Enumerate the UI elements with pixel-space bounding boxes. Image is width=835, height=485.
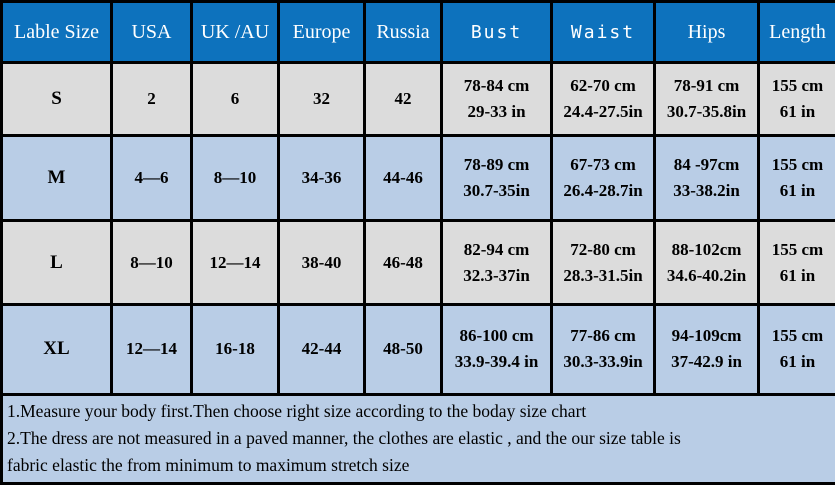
header-row (2, 2, 835, 63)
m-bust-in: 30.7-35in (463, 181, 530, 201)
xl-length-cm: 155 cm (771, 326, 824, 346)
s-length-cm: 155 cm (771, 76, 824, 96)
header-bust: Bust (442, 2, 552, 63)
header-uk-au: UK /AU (192, 2, 279, 63)
xl-hips-cm: 94-109cm (671, 326, 742, 346)
xl-length-in: 61 in (779, 352, 816, 372)
s-waist-cell (552, 63, 655, 136)
xl-uk-au-cell: 16-18 (192, 304, 279, 394)
l-hips-in: 34.6-40.2in (666, 265, 747, 285)
xl-bust-cm: 86-100 cm (459, 326, 534, 346)
s-russia-cell: 42 (365, 63, 442, 136)
note-line-2: 2.The dress are not measured in a paved manner, the clothes are elastic , and the our size table is (7, 428, 681, 448)
l-hips-cell (655, 221, 759, 305)
xl-europe-cell: 42-44 (279, 304, 365, 394)
xl-label-cell: XL (2, 304, 112, 394)
l-length-cell (759, 221, 835, 305)
note-line-3: fabric elastic the from minimum to maximum stretch size (7, 455, 410, 475)
l-hips-cm: 88-102cm (671, 239, 742, 259)
l-label-cell: L (2, 221, 112, 305)
m-europe-cell: 34-36 (279, 136, 365, 221)
l-bust-cm: 82-94 cm (463, 239, 530, 259)
size-row-s (2, 63, 835, 136)
s-hips-in: 30.7-35.8in (666, 102, 747, 122)
s-length-cell (759, 63, 835, 136)
notes-cell (2, 395, 835, 484)
header-lable-size: Lable Size (2, 2, 112, 63)
size-row-l (2, 221, 835, 305)
xl-hips-in: 37-42.9 in (671, 352, 742, 372)
l-waist-in: 28.3-31.5in (563, 265, 643, 285)
m-waist-in: 26.4-28.7in (563, 181, 643, 201)
size-row-xl (2, 304, 835, 394)
xl-waist-cell (552, 304, 655, 394)
l-russia-cell: 46-48 (365, 221, 442, 305)
l-bust-cell (442, 221, 552, 305)
m-waist-cell (552, 136, 655, 221)
m-length-cell (759, 136, 835, 221)
header-hips: Hips (655, 2, 759, 63)
xl-length-cell (759, 304, 835, 394)
s-waist-in: 24.4-27.5in (563, 102, 643, 122)
m-bust-cm: 78-89 cm (463, 155, 530, 175)
m-uk-au-cell: 8—10 (192, 136, 279, 221)
s-uk-au-cell: 6 (192, 63, 279, 136)
s-usa-cell: 2 (112, 63, 192, 136)
xl-hips-cell (655, 304, 759, 394)
header-europe: Europe (279, 2, 365, 63)
m-russia-cell: 44-46 (365, 136, 442, 221)
l-length-cm: 155 cm (771, 239, 824, 259)
l-bust-in: 32.3-37in (463, 265, 530, 285)
m-usa-cell: 4—6 (112, 136, 192, 221)
l-uk-au-cell: 12—14 (192, 221, 279, 305)
m-waist-cm: 67-73 cm (570, 155, 636, 175)
l-waist-cm: 72-80 cm (570, 239, 636, 259)
s-bust-cm: 78-84 cm (463, 76, 530, 96)
s-hips-cm: 78-91 cm (673, 76, 740, 96)
l-length-in: 61 in (779, 265, 816, 285)
s-hips-cell (655, 63, 759, 136)
m-length-cm: 155 cm (771, 155, 824, 175)
xl-russia-cell: 48-50 (365, 304, 442, 394)
s-label-cell: S (2, 63, 112, 136)
header-usa: USA (112, 2, 192, 63)
m-hips-cm: 84 -97cm (673, 155, 740, 175)
xl-bust-in: 33.9-39.4 in (454, 352, 539, 372)
l-usa-cell: 8—10 (112, 221, 192, 305)
m-hips-in: 33-38.2in (673, 181, 740, 201)
header-waist: Waist (552, 2, 655, 63)
header-length: Length (759, 2, 835, 63)
m-bust-cell (442, 136, 552, 221)
s-waist-cm: 62-70 cm (570, 76, 636, 96)
m-length-in: 61 in (779, 181, 816, 201)
m-label-cell: M (2, 136, 112, 221)
note-line-1: 1.Measure your body first.Then choose right size according to the boday size chart (7, 401, 587, 421)
notes-row (2, 395, 835, 484)
size-row-m (2, 136, 835, 221)
s-length-in: 61 in (779, 102, 816, 122)
l-waist-cell (552, 221, 655, 305)
l-europe-cell: 38-40 (279, 221, 365, 305)
header-russia: Russia (365, 2, 442, 63)
s-bust-cell (442, 63, 552, 136)
s-bust-in: 29-33 in (467, 102, 526, 122)
xl-usa-cell: 12—14 (112, 304, 192, 394)
s-europe-cell: 32 (279, 63, 365, 136)
xl-bust-cell (442, 304, 552, 394)
m-hips-cell (655, 136, 759, 221)
xl-waist-cm: 77-86 cm (570, 326, 636, 346)
xl-waist-in: 30.3-33.9in (563, 352, 643, 372)
